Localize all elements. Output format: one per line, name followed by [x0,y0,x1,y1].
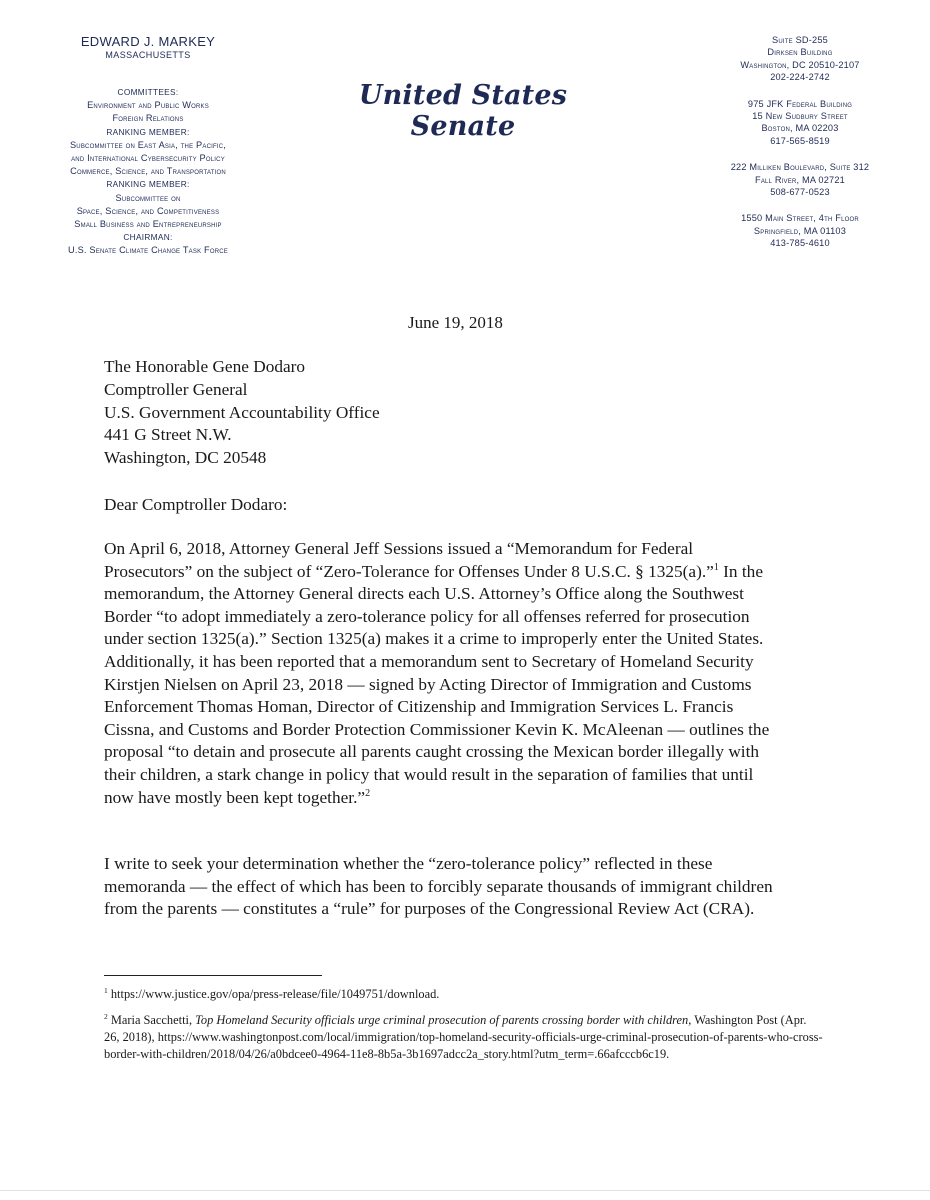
footnote-citation[interactable]: , Washington Post (Apr. 26, 2018), https://www.washingtonpost.com/local/immigration/top-homeland-security-officials-urge-criminal-prosecution-of-parents-who-cross-border-with-children/2018/04/26/a0bdcee0-4964-11e8-8b5a-3b1697adcc2a_story.html?utm_term=.66afcccb6c19. [104,1013,823,1061]
line-text: now have mostly been kept together.” [104,787,366,807]
office-addresses [700,34,900,264]
letter-date: June 19, 2018 [408,313,503,332]
footnote-article-title: Top Homeland Security officials urge criminal prosecution of parents crossing border with children [195,1013,689,1027]
office-address [700,98,900,148]
paragraph-line: proposal “to detain and prosecute all parents caught crossing the Mexican border illegally with [104,742,760,762]
committee-line: Small Business and Entrepreneurship [74,219,222,230]
addressee-line: 441 G Street N.W. [104,425,232,445]
paragraph-line: under section 1325(a).” Section 1325(a) makes it a crime to improperly enter the United States. [104,629,764,649]
committee-line: Commerce, Science, and Transportation [70,166,226,177]
address-line: 975 JFK Federal Building [747,98,853,109]
committees-label: COMMITTEES: [117,87,179,97]
committee-line: U.S. Senate Climate Change Task Force [68,245,228,256]
page-edge [0,1190,930,1191]
paragraph-line: their children, a stark change in policy that would result in the separation of families that until [104,764,754,784]
committee-line: and International Cybersecurity Policy [71,153,225,164]
committee-line: Space, Science, and Competitiveness [76,205,220,216]
address-line: Springfield, MA 01103 [753,225,847,236]
addressee-line: The Honorable Gene Dodaro [104,357,306,376]
paragraph-line: I write to seek your determination whether the “zero-tolerance policy” reflected in these [104,854,713,873]
office-address [700,212,900,249]
addressee-block [104,356,834,470]
footnote-ref-2[interactable]: 2 [365,787,371,799]
committee-line: Foreign Relations [112,113,184,124]
address-line: 202-224-2742 [770,72,830,83]
office-address [700,161,900,198]
footnote-author: Maria Sacchetti, [110,1013,196,1027]
senator-state: MASSACHUSETTS [105,50,191,60]
committee-line: CHAIRMAN: [123,232,173,243]
addressee-line: Washington, DC 20548 [104,448,267,468]
paragraph-line: Cissna, and Customs and Border Protection Commissioner Kevin K. McAleenan — outlines the [104,719,770,739]
address-line: 508-677-0523 [770,187,830,198]
paragraph-line: On April 6, 2018, Attorney General Jeff Sessions issued a “Memorandum for Federal [104,539,694,558]
letterhead-left [28,34,268,258]
address-line: Boston, MA 02203 [761,123,839,134]
committee-line: RANKING MEMBER: [106,179,190,190]
committee-line: Environment and Public Works [87,100,209,111]
address-line: 617-565-8519 [770,135,830,146]
address-line: 413-785-4610 [770,238,830,249]
address-line: Suite SD-255 [772,35,828,45]
office-address [700,34,900,84]
address-line: Dirksen Building [767,47,833,58]
footnote-link[interactable]: https://www.justice.gov/opa/press-release/file/1049751/download. [110,987,440,1001]
paragraph-line: Enforcement Thomas Homan, Director of Citizenship and Immigration Services L. Francis [104,697,734,717]
paragraph-line [104,787,834,810]
paragraph-1 [104,538,834,651]
paragraph-line: Additionally, it has been reported that a memorandum sent to Secretary of Homeland Security [104,652,754,671]
address-line: 15 New Sudbury Street [752,111,848,122]
senate-masthead: United States Senate [358,80,568,142]
paragraph-line [104,561,834,584]
salutation: Dear Comptroller Dodaro: [104,495,288,514]
paragraph-line: Border “to adopt immediately a zero-tolerance policy for all offenses referred for prosecution [104,606,750,626]
line-text: Prosecutors” on the subject of “Zero-Tolerance for Offenses Under 8 U.S.C. § 1325(a).” [104,561,714,581]
address-line: Fall River, MA 02721 [755,174,845,185]
address-line: 1550 Main Street, 4th Floor [741,213,859,224]
committee-line: RANKING MEMBER: [106,126,190,137]
paragraph-2 [104,651,834,809]
paragraph-line: Kirstjen Nielsen on April 23, 2018 — signed by Acting Director of Immigration and Customs [104,674,752,694]
footnote-divider [104,975,322,976]
address-line: Washington, DC 20510-2107 [740,59,860,70]
line-text: In the [718,561,763,581]
committee-line: Subcommittee on [115,192,181,203]
footnote-mark: 2 [104,1011,108,1021]
footnote-1 [104,986,824,1003]
paragraph-line: from the parents — constitutes a “rule” for purposes of the Congressional Review Act (CRA). [104,899,755,919]
addressee-line: Comptroller General [104,379,248,399]
address-line: 222 Milliken Boulevard, Suite 312 [730,162,870,173]
paragraph-line: memoranda — the effect of which has been to forcibly separate thousands of immigrant children [104,876,773,896]
senator-name: EDWARD J. MARKEY [80,34,216,49]
committee-list [28,86,268,258]
footnote-mark: 1 [104,985,108,995]
committee-line: Subcommittee on East Asia, the Pacific, [69,139,226,150]
addressee-line: U.S. Government Accountability Office [104,402,380,422]
paragraph-line: memorandum, the Attorney General directs each U.S. Attorney’s Office along the Southwest [104,584,744,604]
paragraph-3 [104,853,834,921]
footnote-2 [104,1012,824,1063]
footnote-ref-1[interactable]: 1 [713,561,719,573]
